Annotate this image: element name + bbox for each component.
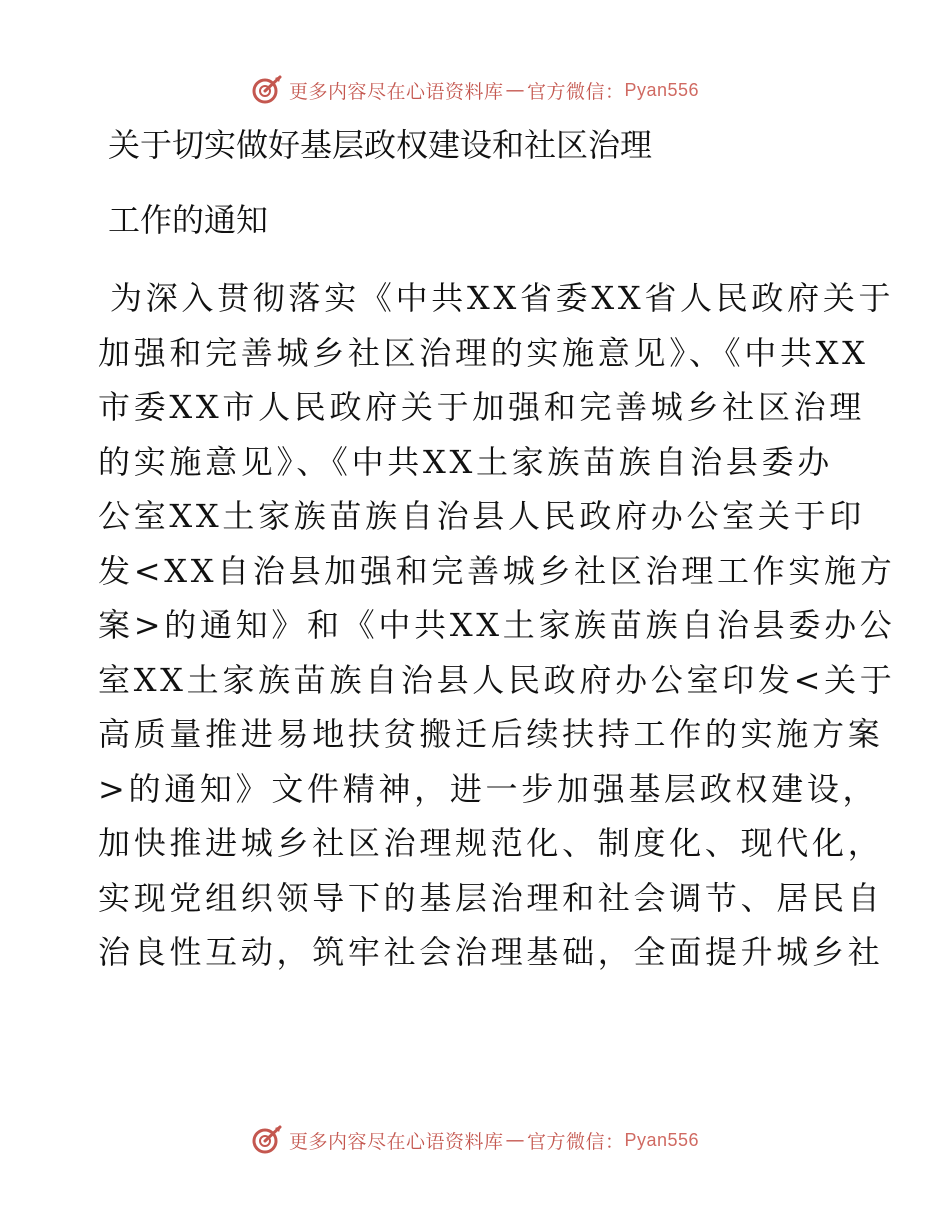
body-line: >的通知》文件精神，进一步加强基层政权建设， <box>98 769 879 808</box>
body-line: 案>的通知》和《中共XX土家族苗族自治县委办公 <box>98 606 896 644</box>
body-line: 治良性互动，筑牢社会治理基础，全面提升城乡社 <box>98 933 884 971</box>
body-line: 的实施意见》、《中共XX土家族苗族自治县委办 <box>98 442 833 481</box>
watermark-header <box>0 70 950 110</box>
body-line: 加快推进城乡社区治理规范化、制度化、现代化， <box>98 824 884 862</box>
watermark-footer <box>0 1120 950 1160</box>
watermark-text: 更多内容尽在心语资料库 <box>288 80 504 103</box>
watermark-label: 官方微信： <box>526 1130 625 1153</box>
body-line: 发<XX自治县加强和完善城乡社区治理工作实施方 <box>98 551 896 590</box>
body-line: 市委XX市人民政府关于加强和完善城乡社区治理 <box>98 388 865 426</box>
pen-logo-icon <box>251 74 283 106</box>
watermark-handle: Pyan556 <box>624 79 700 100</box>
body-line: 室XX土家族苗族自治县人民政府办公室印发<关于 <box>98 660 896 699</box>
body-line: 高质量推进易地扶贫搬迁后续扶持工作的实施方案 <box>98 715 884 753</box>
pen-logo-icon <box>251 1124 283 1156</box>
watermark-separator: — <box>505 1129 525 1151</box>
body-line: 加强和完善城乡社区治理的实施意见》、《中共XX <box>98 333 869 372</box>
document-title-line-2: 工作的通知 <box>108 201 269 239</box>
watermark-handle: Pyan556 <box>624 1129 700 1150</box>
body-line: 公室XX土家族苗族自治县人民政府办公室关于印 <box>98 497 865 535</box>
body-line: 实现党组织领导下的基层治理和社会调节、居民自 <box>98 878 884 917</box>
body-line: 为深入贯彻落实《中共XX省委XX省人民政府关于 <box>110 279 895 317</box>
watermark-separator: — <box>505 79 525 101</box>
document-body <box>98 276 896 985</box>
watermark-text: 更多内容尽在心语资料库 <box>288 1130 504 1153</box>
document-title-line-1: 关于切实做好基层政权建设和社区治理 <box>108 126 653 164</box>
watermark-label: 官方微信： <box>526 80 625 103</box>
